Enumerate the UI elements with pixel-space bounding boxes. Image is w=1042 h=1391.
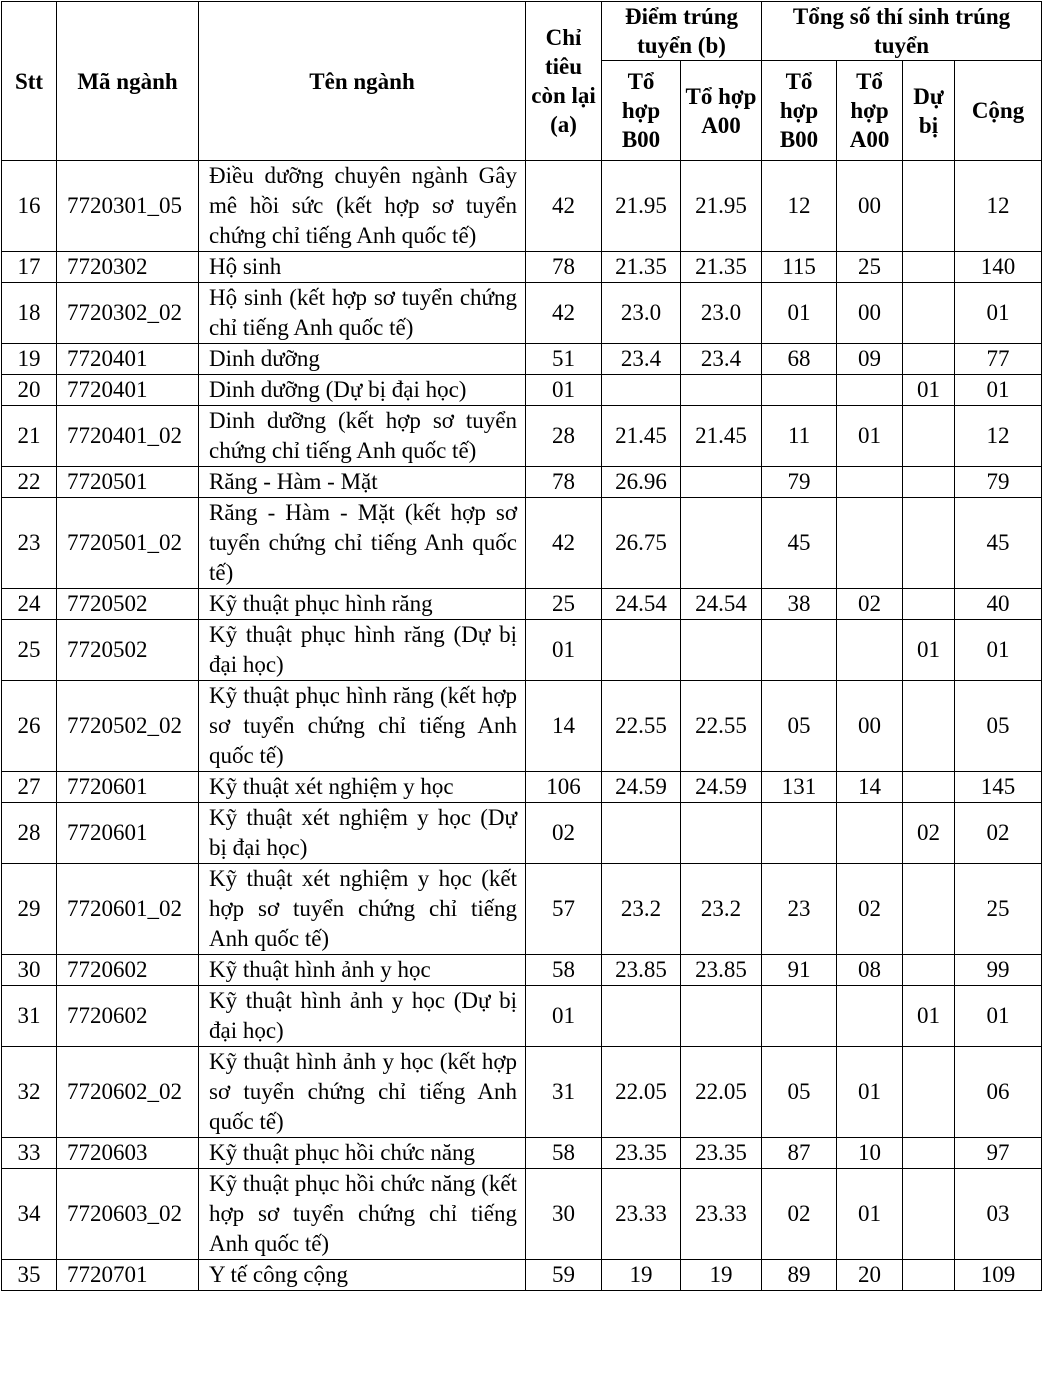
major-code-cell: 7720601_02 xyxy=(57,864,199,955)
table-row xyxy=(2,1260,1042,1291)
stt-cell: 22 xyxy=(2,467,57,498)
stt-cell: 25 xyxy=(2,620,57,681)
score-b00-cell: 26.96 xyxy=(602,467,681,498)
score-a00-cell xyxy=(681,498,762,589)
quota-cell: 30 xyxy=(526,1169,602,1260)
table-row xyxy=(2,498,1042,589)
count-b00-cell xyxy=(762,620,837,681)
major-name-cell: Kỹ thuật hình ảnh y học (Dự bị đại học) xyxy=(199,986,526,1047)
score-b00-cell: 24.54 xyxy=(602,589,681,620)
quota-cell: 106 xyxy=(526,772,602,803)
major-code-cell: 7720401 xyxy=(57,344,199,375)
header-stt: Stt xyxy=(2,2,57,161)
score-a00-cell: 21.95 xyxy=(681,161,762,252)
score-b00-cell xyxy=(602,620,681,681)
admission-results-table xyxy=(1,1,1042,1291)
quota-cell: 31 xyxy=(526,1047,602,1138)
major-name-cell: Kỹ thuật phục hình răng (Dự bị đại học) xyxy=(199,620,526,681)
score-a00-cell: 23.85 xyxy=(681,955,762,986)
count-b00-cell xyxy=(762,803,837,864)
reserve-cell: 02 xyxy=(903,803,955,864)
total-cell: 12 xyxy=(955,161,1042,252)
count-b00-cell: 115 xyxy=(762,252,837,283)
score-a00-cell: 24.54 xyxy=(681,589,762,620)
score-b00-cell: 23.33 xyxy=(602,1169,681,1260)
header-count-a00: Tổ hợp A00 xyxy=(837,61,903,161)
major-name-cell: Kỹ thuật xét nghiệm y học (Dự bị đại học) xyxy=(199,803,526,864)
count-b00-cell xyxy=(762,375,837,406)
quota-cell: 58 xyxy=(526,1138,602,1169)
stt-cell: 17 xyxy=(2,252,57,283)
score-a00-cell: 22.05 xyxy=(681,1047,762,1138)
quota-cell: 01 xyxy=(526,986,602,1047)
reserve-cell xyxy=(903,681,955,772)
quota-cell: 57 xyxy=(526,864,602,955)
reserve-cell xyxy=(903,1169,955,1260)
table-row xyxy=(2,252,1042,283)
table-row xyxy=(2,1138,1042,1169)
table-row xyxy=(2,772,1042,803)
stt-cell: 34 xyxy=(2,1169,57,1260)
score-a00-cell: 21.35 xyxy=(681,252,762,283)
header-score-group: Điểm trúng tuyển (b) xyxy=(602,2,762,61)
total-cell: 109 xyxy=(955,1260,1042,1291)
score-b00-cell: 23.35 xyxy=(602,1138,681,1169)
quota-cell: 58 xyxy=(526,955,602,986)
score-b00-cell: 24.59 xyxy=(602,772,681,803)
total-cell: 05 xyxy=(955,681,1042,772)
count-b00-cell xyxy=(762,986,837,1047)
major-name-cell: Y tế công cộng xyxy=(199,1260,526,1291)
table-row xyxy=(2,406,1042,467)
total-cell: 06 xyxy=(955,1047,1042,1138)
count-b00-cell: 01 xyxy=(762,283,837,344)
count-a00-cell: 00 xyxy=(837,161,903,252)
count-a00-cell: 02 xyxy=(837,864,903,955)
score-b00-cell: 21.95 xyxy=(602,161,681,252)
score-b00-cell: 23.4 xyxy=(602,344,681,375)
score-b00-cell xyxy=(602,986,681,1047)
header-score-a00: Tổ hợp A00 xyxy=(681,61,762,161)
stt-cell: 20 xyxy=(2,375,57,406)
count-a00-cell xyxy=(837,620,903,681)
quota-cell: 14 xyxy=(526,681,602,772)
reserve-cell xyxy=(903,252,955,283)
reserve-cell xyxy=(903,498,955,589)
quota-cell: 59 xyxy=(526,1260,602,1291)
count-a00-cell xyxy=(837,803,903,864)
score-b00-cell: 23.85 xyxy=(602,955,681,986)
major-name-cell: Kỹ thuật hình ảnh y học (kết hợp sơ tuyển chứng chỉ tiếng Anh quốc tế) xyxy=(199,1047,526,1138)
stt-cell: 30 xyxy=(2,955,57,986)
stt-cell: 33 xyxy=(2,1138,57,1169)
stt-cell: 35 xyxy=(2,1260,57,1291)
major-code-cell: 7720401_02 xyxy=(57,406,199,467)
total-cell: 140 xyxy=(955,252,1042,283)
table-header xyxy=(2,2,1042,161)
count-a00-cell: 10 xyxy=(837,1138,903,1169)
count-b00-cell: 89 xyxy=(762,1260,837,1291)
header-reserve: Dự bị xyxy=(903,61,955,161)
stt-cell: 28 xyxy=(2,803,57,864)
quota-cell: 78 xyxy=(526,467,602,498)
count-a00-cell: 01 xyxy=(837,1169,903,1260)
count-a00-cell: 14 xyxy=(837,772,903,803)
total-cell: 79 xyxy=(955,467,1042,498)
reserve-cell: 01 xyxy=(903,986,955,1047)
stt-cell: 18 xyxy=(2,283,57,344)
quota-cell: 28 xyxy=(526,406,602,467)
major-name-cell: Kỹ thuật phục hình răng (kết hợp sơ tuyển chứng chỉ tiếng Anh quốc tế) xyxy=(199,681,526,772)
major-name-cell: Răng - Hàm - Mặt (kết hợp sơ tuyển chứng chỉ tiếng Anh quốc tế) xyxy=(199,498,526,589)
count-a00-cell: 08 xyxy=(837,955,903,986)
major-code-cell: 7720603_02 xyxy=(57,1169,199,1260)
quota-cell: 42 xyxy=(526,498,602,589)
count-b00-cell: 05 xyxy=(762,1047,837,1138)
table-row xyxy=(2,161,1042,252)
total-cell: 40 xyxy=(955,589,1042,620)
count-b00-cell: 79 xyxy=(762,467,837,498)
reserve-cell xyxy=(903,1138,955,1169)
count-b00-cell: 91 xyxy=(762,955,837,986)
reserve-cell xyxy=(903,589,955,620)
total-cell: 145 xyxy=(955,772,1042,803)
major-name-cell: Kỹ thuật xét nghiệm y học (kết hợp sơ tuyển chứng chỉ tiếng Anh quốc tế) xyxy=(199,864,526,955)
major-code-cell: 7720603 xyxy=(57,1138,199,1169)
major-code-cell: 7720302 xyxy=(57,252,199,283)
stt-cell: 21 xyxy=(2,406,57,467)
count-a00-cell xyxy=(837,467,903,498)
table-row xyxy=(2,375,1042,406)
score-b00-cell: 26.75 xyxy=(602,498,681,589)
stt-cell: 26 xyxy=(2,681,57,772)
count-a00-cell: 01 xyxy=(837,406,903,467)
table-row xyxy=(2,681,1042,772)
score-a00-cell xyxy=(681,375,762,406)
header-code: Mã ngành xyxy=(57,2,199,161)
score-b00-cell: 22.55 xyxy=(602,681,681,772)
count-b00-cell: 02 xyxy=(762,1169,837,1260)
stt-cell: 31 xyxy=(2,986,57,1047)
table-row xyxy=(2,986,1042,1047)
score-b00-cell: 19 xyxy=(602,1260,681,1291)
stt-cell: 24 xyxy=(2,589,57,620)
count-a00-cell xyxy=(837,498,903,589)
reserve-cell xyxy=(903,955,955,986)
reserve-cell xyxy=(903,344,955,375)
header-count-b00: Tổ hợp B00 xyxy=(762,61,837,161)
score-a00-cell: 24.59 xyxy=(681,772,762,803)
count-b00-cell: 45 xyxy=(762,498,837,589)
major-code-cell: 7720302_02 xyxy=(57,283,199,344)
count-a00-cell: 00 xyxy=(837,283,903,344)
count-a00-cell: 01 xyxy=(837,1047,903,1138)
total-cell: 01 xyxy=(955,986,1042,1047)
stt-cell: 32 xyxy=(2,1047,57,1138)
quota-cell: 51 xyxy=(526,344,602,375)
count-b00-cell: 05 xyxy=(762,681,837,772)
count-a00-cell xyxy=(837,375,903,406)
score-b00-cell: 21.45 xyxy=(602,406,681,467)
major-code-cell: 7720401 xyxy=(57,375,199,406)
score-b00-cell xyxy=(602,803,681,864)
score-b00-cell: 23.0 xyxy=(602,283,681,344)
score-b00-cell: 21.35 xyxy=(602,252,681,283)
count-b00-cell: 68 xyxy=(762,344,837,375)
major-code-cell: 7720601 xyxy=(57,803,199,864)
quota-cell: 78 xyxy=(526,252,602,283)
quota-cell: 25 xyxy=(526,589,602,620)
reserve-cell xyxy=(903,161,955,252)
score-b00-cell: 22.05 xyxy=(602,1047,681,1138)
major-code-cell: 7720501 xyxy=(57,467,199,498)
header-quota: Chỉ tiêu còn lại (a) xyxy=(526,2,602,161)
major-name-cell: Dinh dưỡng xyxy=(199,344,526,375)
major-code-cell: 7720602 xyxy=(57,986,199,1047)
major-name-cell: Dinh dưỡng (kết hợp sơ tuyển chứng chỉ tiếng Anh quốc tế) xyxy=(199,406,526,467)
table-row xyxy=(2,589,1042,620)
score-a00-cell: 23.2 xyxy=(681,864,762,955)
major-name-cell: Dinh dưỡng (Dự bị đại học) xyxy=(199,375,526,406)
table-body xyxy=(2,161,1042,1291)
score-a00-cell: 23.35 xyxy=(681,1138,762,1169)
stt-cell: 23 xyxy=(2,498,57,589)
major-code-cell: 7720502 xyxy=(57,589,199,620)
major-name-cell: Hộ sinh xyxy=(199,252,526,283)
count-b00-cell: 12 xyxy=(762,161,837,252)
count-b00-cell: 23 xyxy=(762,864,837,955)
score-a00-cell: 23.0 xyxy=(681,283,762,344)
total-cell: 12 xyxy=(955,406,1042,467)
stt-cell: 29 xyxy=(2,864,57,955)
total-cell: 99 xyxy=(955,955,1042,986)
count-a00-cell: 25 xyxy=(837,252,903,283)
major-code-cell: 7720502 xyxy=(57,620,199,681)
total-cell: 01 xyxy=(955,620,1042,681)
header-total: Cộng xyxy=(955,61,1042,161)
score-a00-cell: 23.33 xyxy=(681,1169,762,1260)
score-a00-cell xyxy=(681,467,762,498)
header-score-b00: Tổ hợp B00 xyxy=(602,61,681,161)
table-row xyxy=(2,803,1042,864)
score-a00-cell xyxy=(681,620,762,681)
count-a00-cell: 20 xyxy=(837,1260,903,1291)
count-a00-cell: 00 xyxy=(837,681,903,772)
reserve-cell xyxy=(903,1260,955,1291)
score-b00-cell xyxy=(602,375,681,406)
major-code-cell: 7720701 xyxy=(57,1260,199,1291)
quota-cell: 01 xyxy=(526,620,602,681)
count-b00-cell: 131 xyxy=(762,772,837,803)
reserve-cell: 01 xyxy=(903,375,955,406)
quota-cell: 42 xyxy=(526,161,602,252)
reserve-cell xyxy=(903,406,955,467)
count-b00-cell: 11 xyxy=(762,406,837,467)
major-code-cell: 7720602_02 xyxy=(57,1047,199,1138)
table-row xyxy=(2,864,1042,955)
score-a00-cell: 22.55 xyxy=(681,681,762,772)
major-name-cell: Điều dưỡng chuyên ngành Gây mê hồi sức (kết hợp sơ tuyển chứng chỉ tiếng Anh quốc tế) xyxy=(199,161,526,252)
table-row xyxy=(2,955,1042,986)
header-name: Tên ngành xyxy=(199,2,526,161)
major-name-cell: Kỹ thuật xét nghiệm y học xyxy=(199,772,526,803)
total-cell: 45 xyxy=(955,498,1042,589)
table-row xyxy=(2,467,1042,498)
count-a00-cell xyxy=(837,986,903,1047)
total-cell: 03 xyxy=(955,1169,1042,1260)
score-b00-cell: 23.2 xyxy=(602,864,681,955)
stt-cell: 27 xyxy=(2,772,57,803)
reserve-cell xyxy=(903,283,955,344)
reserve-cell: 01 xyxy=(903,620,955,681)
stt-cell: 19 xyxy=(2,344,57,375)
table-row xyxy=(2,1169,1042,1260)
quota-cell: 01 xyxy=(526,375,602,406)
score-a00-cell xyxy=(681,986,762,1047)
score-a00-cell xyxy=(681,803,762,864)
reserve-cell xyxy=(903,467,955,498)
major-code-cell: 7720602 xyxy=(57,955,199,986)
major-code-cell: 7720601 xyxy=(57,772,199,803)
reserve-cell xyxy=(903,864,955,955)
table-row xyxy=(2,283,1042,344)
major-name-cell: Răng - Hàm - Mặt xyxy=(199,467,526,498)
major-name-cell: Kỹ thuật phục hồi chức năng xyxy=(199,1138,526,1169)
reserve-cell xyxy=(903,1047,955,1138)
score-a00-cell: 23.4 xyxy=(681,344,762,375)
total-cell: 02 xyxy=(955,803,1042,864)
major-name-cell: Kỹ thuật phục hồi chức năng (kết hợp sơ tuyển chứng chỉ tiếng Anh quốc tế) xyxy=(199,1169,526,1260)
stt-cell: 16 xyxy=(2,161,57,252)
total-cell: 01 xyxy=(955,375,1042,406)
total-cell: 01 xyxy=(955,283,1042,344)
count-a00-cell: 09 xyxy=(837,344,903,375)
table-row xyxy=(2,344,1042,375)
total-cell: 97 xyxy=(955,1138,1042,1169)
major-code-cell: 7720501_02 xyxy=(57,498,199,589)
major-code-cell: 7720301_05 xyxy=(57,161,199,252)
table-row xyxy=(2,1047,1042,1138)
table-row xyxy=(2,620,1042,681)
major-code-cell: 7720502_02 xyxy=(57,681,199,772)
quota-cell: 02 xyxy=(526,803,602,864)
total-cell: 77 xyxy=(955,344,1042,375)
major-name-cell: Kỹ thuật phục hình răng xyxy=(199,589,526,620)
count-b00-cell: 87 xyxy=(762,1138,837,1169)
count-a00-cell: 02 xyxy=(837,589,903,620)
score-a00-cell: 21.45 xyxy=(681,406,762,467)
major-name-cell: Kỹ thuật hình ảnh y học xyxy=(199,955,526,986)
total-cell: 25 xyxy=(955,864,1042,955)
header-count-group: Tổng số thí sinh trúng tuyển xyxy=(762,2,1042,61)
reserve-cell xyxy=(903,772,955,803)
score-a00-cell: 19 xyxy=(681,1260,762,1291)
major-name-cell: Hộ sinh (kết hợp sơ tuyển chứng chỉ tiếng Anh quốc tế) xyxy=(199,283,526,344)
count-b00-cell: 38 xyxy=(762,589,837,620)
quota-cell: 42 xyxy=(526,283,602,344)
